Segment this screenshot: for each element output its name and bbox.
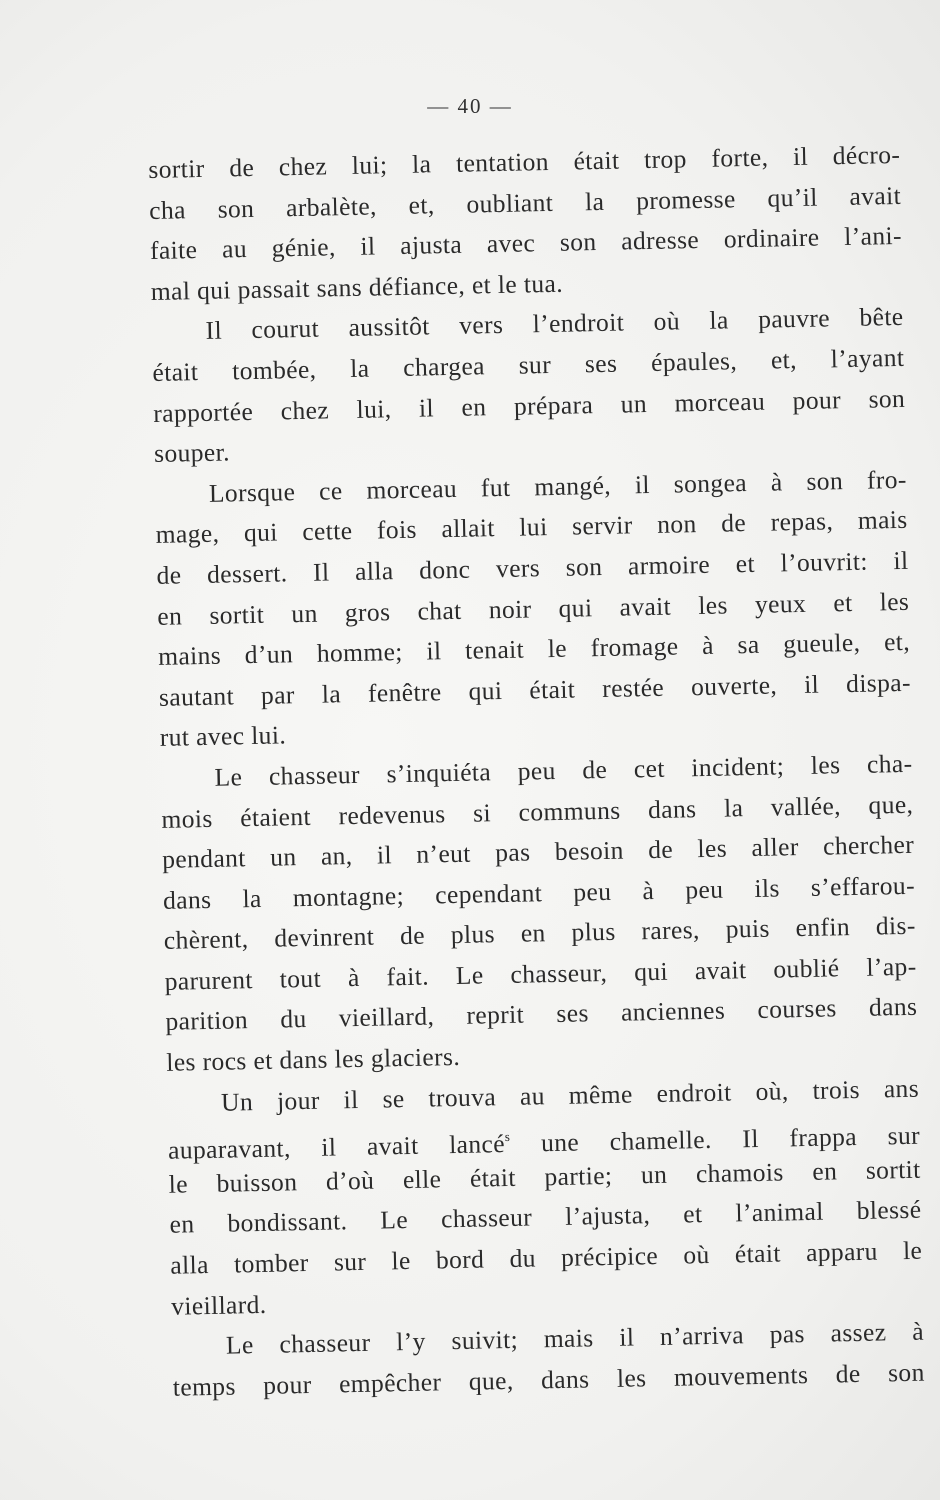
text-line: chèrent, devinrent de plus en plus rares, puis enfin dis- <box>163 911 917 956</box>
text-line: sortir de chez lui; la tentation était trop forte, il décro- <box>148 139 901 184</box>
text-line: Il courut aussitôt vers l’endroit où la pauvre bête <box>205 302 904 346</box>
text-line: mage, qui cette fois allait lui servir non de repas, mais <box>155 505 908 550</box>
text-line: mal qui passait sans défiance, et le tua. <box>150 268 564 306</box>
text-line: pendant un an, il n’eut pas besoin de les aller chercher <box>161 829 915 874</box>
text-line: mois étaient redevenus si communs dans la vallée, que, <box>161 789 914 834</box>
text-line: était tombée, la chargea sur ses épaules, et, l’ayant <box>152 342 905 387</box>
text-line: souper. <box>153 437 231 469</box>
text-line: Lorsque ce morceau fut mangé, il songea à son fro- <box>208 464 908 508</box>
text-line: les rocs et dans les glaciers. <box>166 1041 461 1077</box>
text-line: parurent tout à fait. Le chasseur, qui avait oublié l’ap- <box>164 951 917 996</box>
text-line: en sortit un gros chat noir qui avait les yeux et les <box>157 586 910 631</box>
body-text <box>148 135 925 1408</box>
footnote-mark: s <box>504 1129 511 1145</box>
text-line: cha son arbalète, et, oubliant la promesse qu’il avait <box>148 180 902 225</box>
text-line: temps pour empêcher que, dans les mouvements de son <box>172 1357 925 1402</box>
text-line: sautant par la fenêtre qui était restée ouverte, il dispa- <box>158 667 912 712</box>
text-line: de dessert. Il alla donc vers son armoire et l’ouvrit: il <box>156 545 909 590</box>
text-line: alla tomber sur le bord du précipice où était apparu le <box>170 1235 923 1280</box>
text-line: dans la montagne; cependant peu à peu ils s’effarou- <box>162 870 916 915</box>
text-line: faite au génie, il ajusta avec son adresse ordinaire l’ani- <box>149 221 903 266</box>
text-fragment: une chamelle. Il frappa sur <box>540 1120 921 1158</box>
text-line: mains d’un homme; il tenait le fromage à sa gueule, et, <box>157 626 911 672</box>
text-line: le buisson d’où elle était partie; un chamois en sortit <box>168 1154 921 1199</box>
text-fragment: auparavant, il avait lancé <box>167 1129 506 1166</box>
text-line: en bondissant. Le chasseur l’ajusta, et l’animal blessé <box>169 1195 922 1240</box>
text-line: parition du vieillard, reprit ses anciennes courses dans <box>165 992 918 1037</box>
text-line: rut avec lui. <box>159 720 287 753</box>
text-line: Un jour il se trouva au même endroit où, trois ans <box>220 1073 920 1117</box>
text-line: Le chasseur l’y suivit; mais il n’arriva pas assez à <box>225 1316 925 1360</box>
text-line: Le chasseur s’inquiéta peu de cet incident; les cha- <box>214 748 913 792</box>
page-number: — 40 — <box>427 94 513 118</box>
text-line: vieillard. <box>170 1289 267 1321</box>
text-line: rapportée chez lui, il en prépara un morceau pour son <box>152 383 906 428</box>
